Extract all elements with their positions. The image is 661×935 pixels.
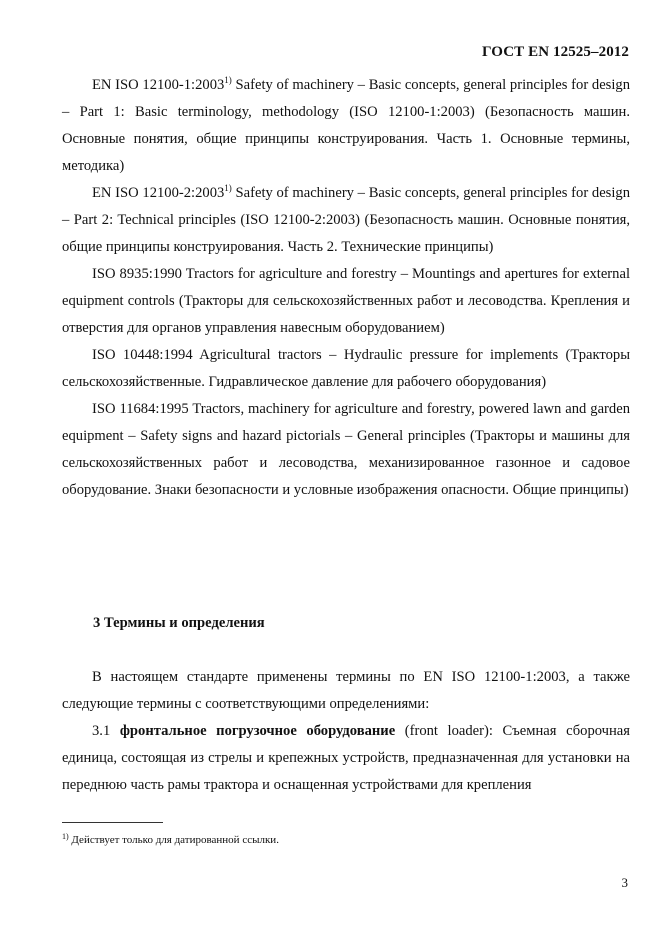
footnote [62,832,279,846]
term-definition-text: Съемная сборочная единица, состоящая из стрелы и крепежных устройств, предназначенная для установки на переднюю часть рамы трактора и оснащенная устройствами для крепления [62,723,630,793]
reference-text: Safety of machinery – Basic concepts, general principles for design – Part 1: Basic terminology, methodology (ISO 12100-1:2003) (Безопасность машин. Основные понятия, общие принципы конструирования. Часть 1. Основные термины, методика) [62,77,631,174]
term-number: 3.1 [92,723,120,739]
reference-code: ISO 8935:1990 [92,266,182,282]
section-intro: В настоящем стандарте применены термины по EN ISO 12100-1:2003, а также следующие термины с соответствующими определениями: [62,669,630,712]
reference-code: EN ISO 12100-2:2003 [92,185,225,201]
reference-code: ISO 10448:1994 [92,347,193,363]
reference-text: Tractors for agriculture and forestry – Mountings and apertures for external equipment controls (Тракторы для сельскохозяйственных работ и лесоводства. Крепления и отверстия для органов управления навесным оборудованием) [62,266,631,336]
reference-text: Agricultural tractors – Hydraulic pressure for implements (Тракторы сельскохозяйственные. Гидравлическое давление для рабочего оборудования) [62,347,631,390]
section-title: 3 Термины и определения [93,615,265,631]
reference-item [62,396,630,504]
reference-item [62,72,630,180]
reference-code: EN ISO 12100-1:2003 [92,77,225,93]
term-english: (front loader): [395,723,493,739]
document-header: ГОСТ EN 12525–2012 [482,44,629,60]
reference-code: ISO 11684:1995 [92,401,189,417]
term-definition [62,718,630,799]
reference-item [62,261,630,342]
terms-section [62,664,630,799]
page-number: 3 [621,875,628,890]
reference-text: Tractors, machinery for agriculture and forestry, powered lawn and garden equipment – Safety signs and hazard pictorials – General principles (Тракторы и машины для сельскохозяйственных работ и лесоводства, механизированное газонное и садовое оборудование. Знаки безопасности и условные изображения опасности. Общие принципы) [62,401,630,498]
reference-text: Safety of machinery – Basic concepts, general principles for design – Part 2: Technical principles (ISO 12100-2:2003) (Безопасность машин. Основные понятия, общие принципы конструирования. Часть 2. Технические принципы) [62,185,631,255]
footnote-marker: 1) [62,832,69,841]
footnote-text: Действует только для датированной ссылки. [68,834,279,846]
footnote-marker: 1) [224,75,232,85]
footnote-marker: 1) [224,183,232,193]
reference-item [62,342,630,396]
reference-item [62,180,630,261]
normative-references [62,72,630,504]
footnote-divider [62,822,163,823]
term-name: фронтальное погрузочное оборудование [119,723,396,739]
